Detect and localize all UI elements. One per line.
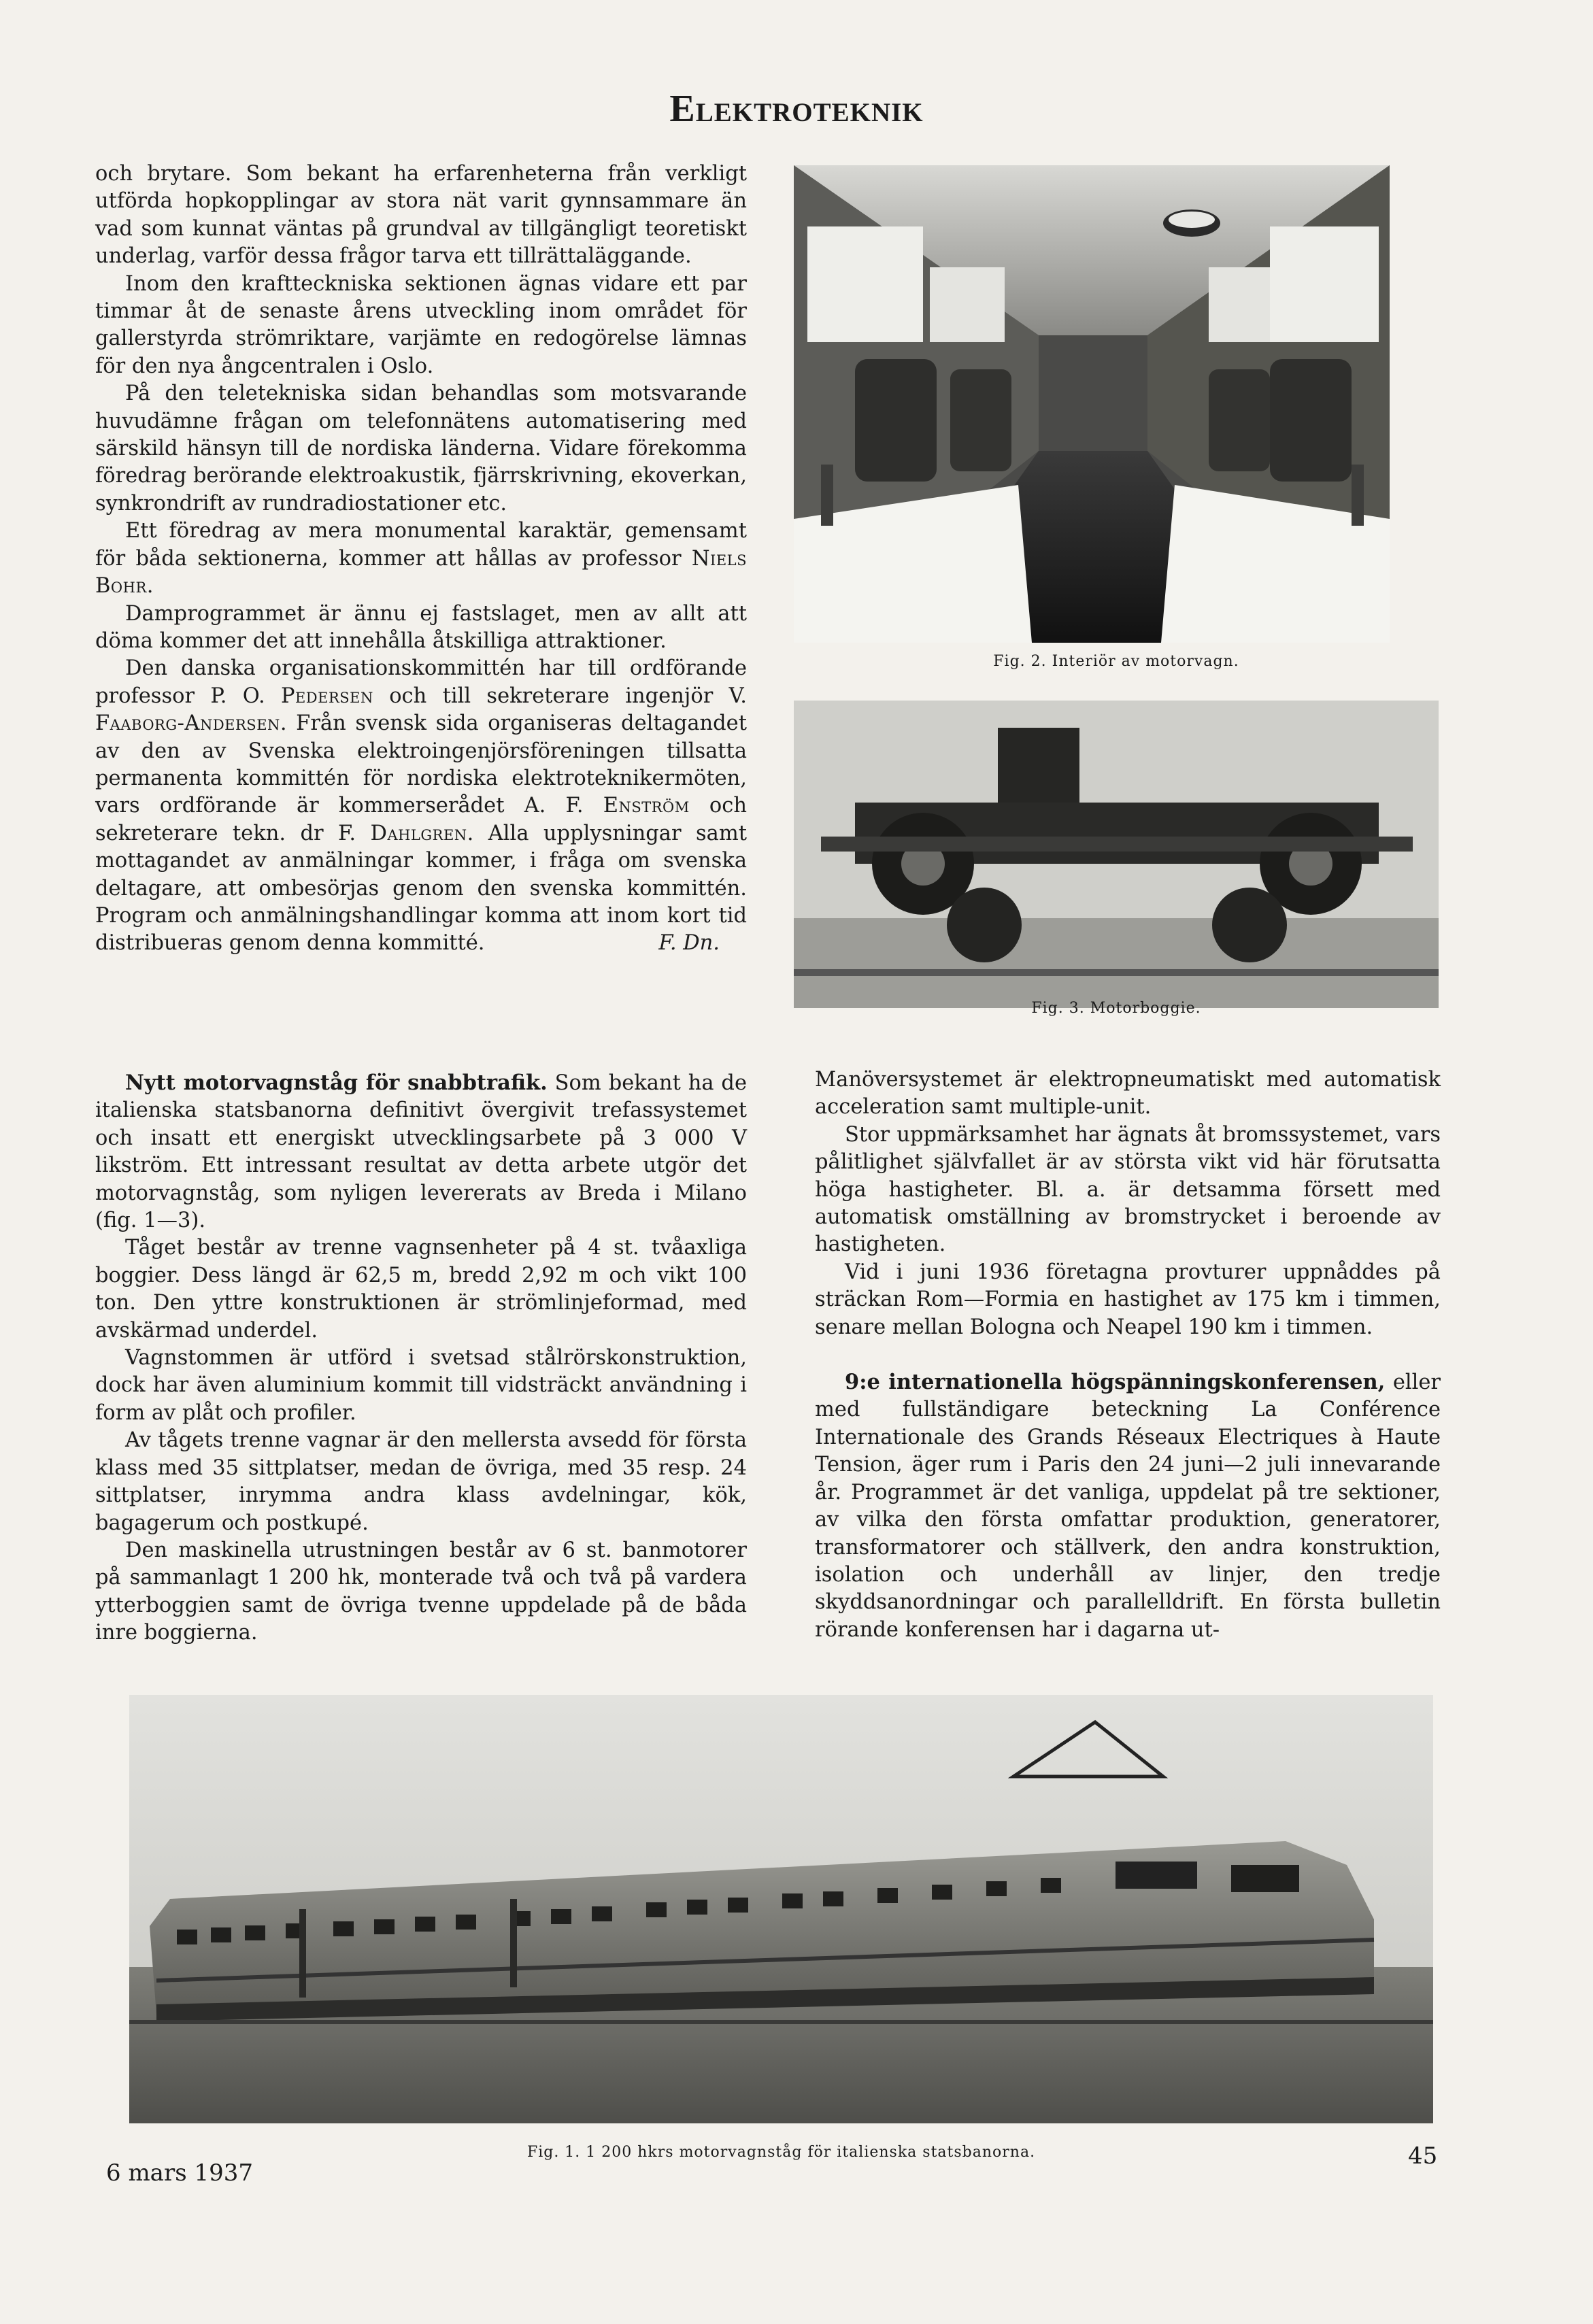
figure-caption: Fig. 1. 1 200 hkrs motorvagnståg för italienska statsbanorna. [526,2144,1036,2161]
text-run: . [146,574,154,599]
column-left-top [95,161,747,958]
text-run: eller med fullständigare beteckning La Conférence Internationale des Grands Réseaux Electriques à Haute Tension, äger rum i Paris den 24 juni—2 juli innevarande år. Programmet är det vanliga, uppdelat på tre sektioner, av vilka den första omfattar produktion, generatorer, transformatorer och ställverk, den andra konstruktion, isolation och underhåll av linjer, den tredje skyddsanordningar och parallelldrift. En första bulletin rörande konferensen har i dagarna ut- [815,1370,1441,1642]
section-heading: 9:e internationella högspänningskonferensen, [845,1370,1386,1395]
column-left-bottom [95,1069,747,1647]
paragraph: Tåget består av trenne vagnsenheter på 4 st. tvåaxliga boggier. Dess längd är 62,5 m, bredd 2,92 m och vikt 100 ton. Den yttre konstruktionen är strömlinjeformad, med avskärmad underdel. [95,1236,747,1343]
running-head: Elektroteknik [669,88,924,130]
figure-bogie-photo [794,701,1439,1008]
paragraph: Vagnstommen är utförd i svetsad stålrörskonstruktion, dock har även aluminium kommit till vidsträckt användning i form av plåt och profiler. [95,1346,747,1425]
paragraph: Manöversystemet är elektropneumatiskt med automatisk acceleration samt multiple-unit. [815,1068,1441,1119]
figure-caption: Fig. 3. Motorboggie. [1031,1000,1201,1017]
paragraph [815,1368,1441,1644]
paragraph: Vid i juni 1936 företagna provturer uppnåddes på sträckan Rom—Formia en hastighet av 175 km i timmen, senare mellan Bologna och Neapel 190 km i timmen. [815,1260,1441,1339]
person-name: Faaborg-Andersen [95,711,280,736]
figure-train-photo [129,1695,1433,2123]
page-number: 45 [1408,2142,1438,2170]
paragraph: Inom den kraftteckniska sektionen ägnas vidare ett par timmar åt de senaste årens utveckling inom området för gallerstyrda strömriktare, varjämte en redogörelse lämnas för den nya ångcentralen i Oslo. [95,271,747,378]
text-run: . Alla upplysningar samt mottagandet av anmälningar kommer, i fråga om svenska deltagare, att ombesörjas genom den svenska kommittén. Program och anmälningshandlingar komma att inom kort tid distribueras genom denna kommitté. [95,821,747,956]
author-signature: F. Dn. [658,931,720,956]
paragraph: Stor uppmärksamhet har ägnats åt bromssystemet, vars pålitlighet självfallet är av största vikt vid här förutsatta höga hastigheter. Bl. a. är detsamma försett med automatisk omställning av bromstrycket i beroende av hastigheten. [815,1122,1441,1257]
column-right-bottom [815,1066,1441,1644]
issue-date: 6 mars 1937 [106,2159,253,2187]
text-run: Den danska organisationskommittén har till ordförande professor P. O. [95,656,747,708]
text-run: . Från svensk sida organiseras deltagandet av den av Svenska elektroingenjörsföreningen tillsatta permanenta kommittén för nordiska elektroteknikermöten, vars ordförande är kommerserådet A. F. [95,711,747,818]
figure-caption: Fig. 2. Interiör av motorvagn. [993,653,1239,670]
text-run: och till sekreterare ingenjör V. [373,684,747,708]
paragraph: Damprogrammet är ännu ej fastslaget, men av allt att döma kommer det att innehålla åtskilliga attraktioner. [95,601,747,653]
text-run: Ett föredrag av mera monumental karaktär, gemensamt för båda sektionerna, kommer att hållas av professor [95,519,747,571]
figure-interior-photo [794,165,1390,643]
text-run: och sekreterare tekn. dr F. [95,794,747,845]
text-run: Som bekant ha de italienska statsbanorna definitivt övergivit trefassystemet och insatt ett energiskt utvecklingsarbete på 3 000 V likström. Ett intressant resultat av detta arbete utgör det motorvagnståg, som nyligen levererats av Breda i Milano (fig. 1—3). [95,1071,747,1233]
person-name: Niels Bohr [95,546,747,599]
paragraph: På den teletekniska sidan behandlas som motsvarande huvudämne frågan om telefonnätens automatisering med särskild hänsyn till de nordiska länderna. Vidare förekomma föredrag berörande elektroakustik, fjärrskrivning, ekoverkan, synkrondrift av rundradiostationer etc. [95,382,747,516]
person-name: Dahlgren [370,821,467,845]
person-name: Pedersen [280,684,373,708]
paragraph [95,1069,747,1234]
paragraph: Den maskinella utrustningen består av 6 st. banmotorer på sammanlagt 1 200 hk, monterade två och två på vardera ytterboggien samt de övriga tvenne uppdelade på de båda inre boggierna. [95,1538,747,1645]
person-name: Enström [603,794,690,818]
paragraph: Av tågets trenne vagnar är den mellersta avsedd för första klass med 35 sittplatser, medan de övriga, med 35 resp. 24 sittplatser, inrymma andra klass avdelningar, kök, bagagerum och postkupé. [95,1428,747,1535]
paragraph [95,655,747,957]
paragraph: och brytare. Som bekant ha erfarenheterna från verkligt utförda hopkopplingar av stora nät varit gynnsammare än vad som kunnat väntas på grundval av tillgängligt teoretiskt underlag, varför dessa frågor tarva ett tillrättaläggande. [95,162,747,269]
paragraph [95,518,747,600]
section-heading: Nytt motorvagnståg för snabbtrafik. [125,1071,548,1095]
